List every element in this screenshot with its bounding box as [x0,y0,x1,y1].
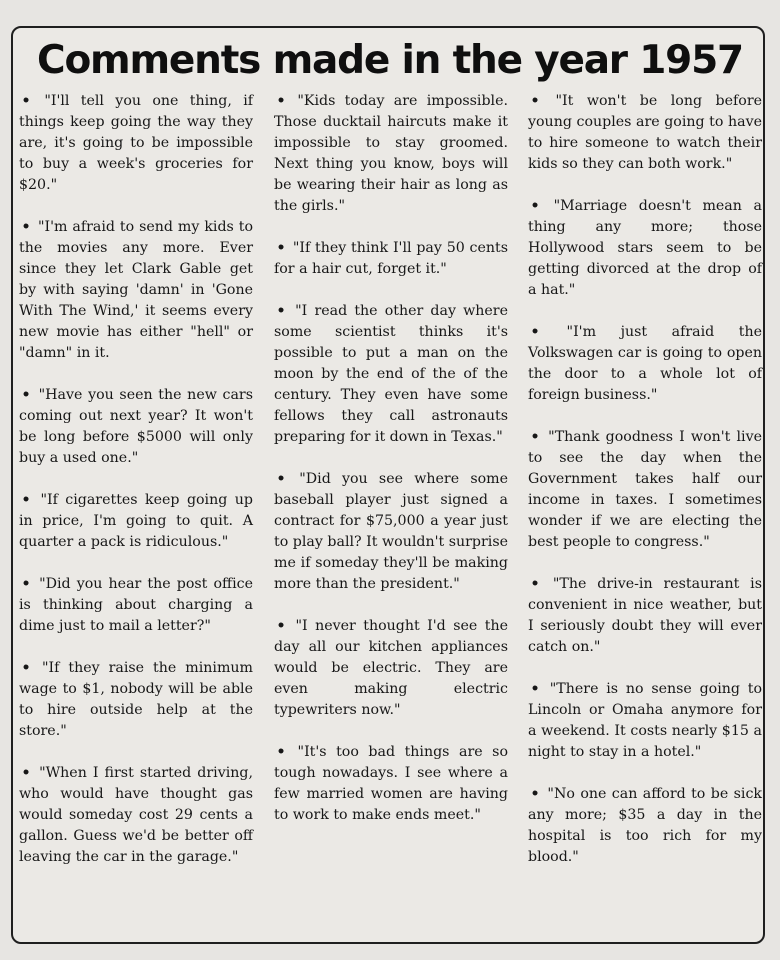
quote-item: • "I'm just afraid the Volkswagen car is going to open the door to a whole lot of foreign business." [528,324,762,403]
bullet-icon: • [276,618,286,634]
bullet-icon: • [21,765,31,781]
bullet-icon: • [21,492,31,508]
article-headline: Comments made in the year 1957 [37,38,743,83]
quote-item: • "Did you hear the post office is thinking about charging a dime just to mail a letter?" [19,576,253,634]
quote-item: • "The drive-in restaurant is convenient in nice weather, but I seriously doubt they will ever catch on." [528,576,762,655]
quote-item: • "It's too bad things are so tough nowadays. I see where a few married women are having to work to make ends meet." [274,744,508,823]
quote-item: • "There is no sense going to Lincoln or Omaha anymore for a weekend. It costs nearly $15 a night to stay in a hotel." [528,681,762,760]
quote-item: • "Have you seen the new cars coming out next year? It won't be long before $5000 will only buy a used one." [19,387,253,466]
bullet-icon: • [21,93,31,109]
quote-item: • "Did you see where some baseball player just signed a contract for $75,000 a year just to play ball? It wouldn't surprise me if someday they'll be making more than the president." [274,471,509,592]
bullet-icon: • [21,219,31,235]
quote-item: • "I read the other day where some scientist thinks it's possible to put a man on the moon by the end of the of the century. They even have some fellows they call astronauts preparing for it down in Texas." [274,303,508,445]
bullet-icon: • [530,198,540,214]
column-3 [528,91,762,889]
quote-item: • "I never thought I'd see the day all our kitchen appliances would be electric. They are even making electric typewriters now." [274,618,508,718]
quote-item: • "If cigarettes keep going up in price, I'm going to quit. A quarter a pack is ridiculous." [19,492,253,550]
bullet-icon: • [21,660,31,676]
bullet-icon: • [530,576,540,592]
quote-item: • "No one can afford to be sick any more; $35 a day in the hospital is too rich for my blood." [528,786,763,865]
quote-item: • "I'll tell you one thing, if things keep going the way they are, it's going to be impossible to buy a week's groceries for $20." [19,93,253,193]
bullet-icon: • [276,303,286,319]
bullet-icon: • [530,681,540,697]
quote-item: • "Marriage doesn't mean a thing any more; those Hollywood stars seem to be getting divorced at the drop of a hat." [528,198,762,298]
bullet-icon: • [530,93,540,109]
bullet-icon: • [21,576,31,592]
bullet-icon: • [276,744,286,760]
quote-item: • "Thank goodness I won't live to see the day when the Government takes half our income in taxes. I sometimes wonder if we are electing the best people to congress." [528,429,762,550]
bullet-icon: • [276,93,286,109]
bullet-icon: • [530,429,540,445]
bullet-icon: • [21,387,31,403]
quote-item: • "If they raise the minimum wage to $1, nobody will be able to hire outside help at the store." [19,660,253,739]
column-2 [274,91,508,847]
bullet-icon: • [530,786,540,802]
quote-item: • "Kids today are impossible. Those ducktail haircuts make it impossible to stay groomed. Next thing you know, boys will be wearing their hair as long as the girls." [274,93,508,214]
quote-item: • "I'm afraid to send my kids to the movies any more. Ever since they let Clark Gable get by with saying 'damn' in 'Gone With The Wind,' it seems every new movie has either "hell" or "damn" in it. [19,219,253,361]
bullet-icon: • [276,240,286,256]
bullet-icon: • [276,471,286,487]
column-1 [19,91,253,868]
quote-item: • "It won't be long before young couples are going to have to hire someone to watch their kids so they can both work." [528,93,762,172]
quote-item: • "When I first started driving, who would have thought gas would someday cost 29 cents a gallon. Guess we'd be better off leaving the car in the garage." [19,765,253,865]
bullet-icon: • [530,324,540,340]
quote-item: • "If they think I'll pay 50 cents for a hair cut, forget it." [274,240,509,277]
